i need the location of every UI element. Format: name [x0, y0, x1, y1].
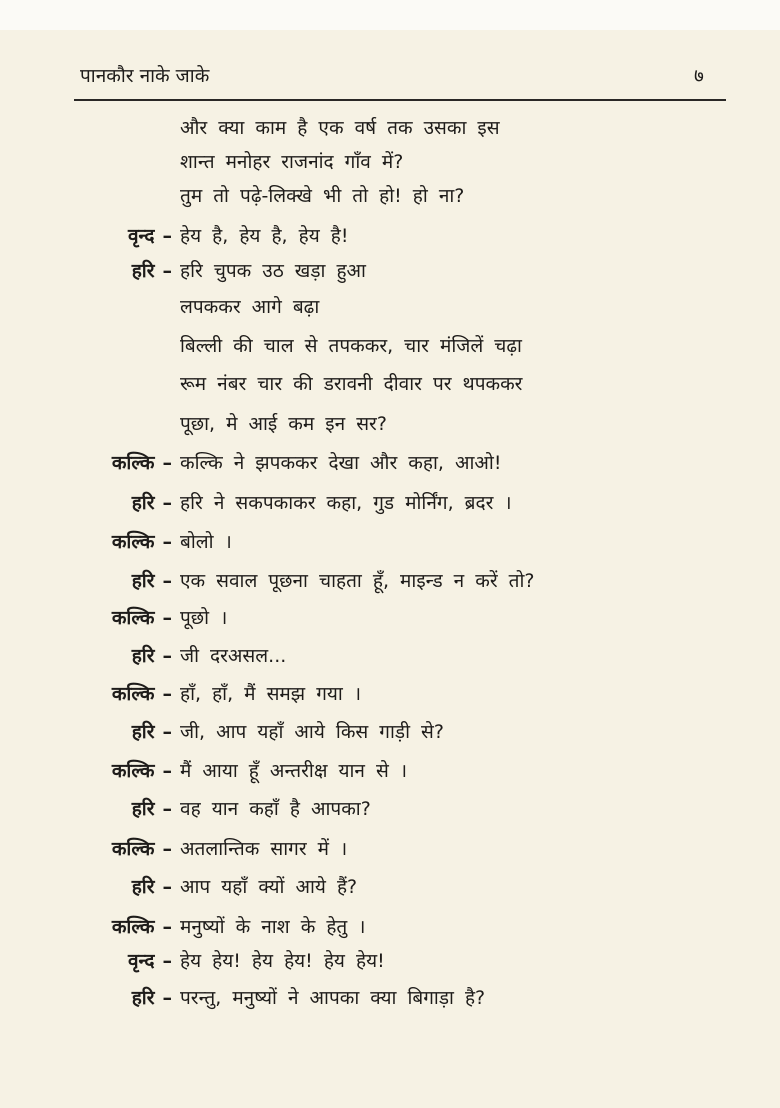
speaker-name: हरि — [131, 987, 155, 1009]
speaker-name: हरि — [131, 492, 155, 514]
continuation-line — [0, 406, 780, 440]
speaker-name: हरि — [131, 645, 155, 667]
speaker-name: कल्कि — [111, 838, 155, 860]
speaker-dash: – — [162, 531, 172, 553]
page-edge — [0, 0, 780, 30]
speaker-label — [0, 489, 180, 515]
line-text: परन्तु, मनुष्यों ने आपका क्या बिगाड़ा है? — [180, 987, 486, 1009]
line-text: अतलान्तिक सागर में । — [180, 838, 348, 860]
line-text: जी, आप यहाँ आये किस गाड़ी से? — [180, 721, 444, 743]
dialogue-line — [0, 600, 780, 634]
header-rule — [74, 99, 726, 101]
speaker-name: कल्कि — [111, 760, 155, 782]
speaker-name: कल्कि — [111, 683, 155, 705]
speaker-label — [0, 567, 180, 593]
speaker-name: हरि — [131, 570, 155, 592]
speaker-label — [0, 680, 180, 706]
speaker-dash: – — [162, 876, 172, 898]
line-text: हरि ने सकपकाकर कहा, गुड मोर्निंग, ब्रदर । — [180, 492, 512, 514]
speaker-dash: – — [162, 760, 172, 782]
continuation-line — [0, 289, 780, 323]
dialogue-line — [0, 791, 780, 825]
line-text: हेय है, हेय है, हेय है! — [180, 225, 349, 247]
dialogue-line — [0, 676, 780, 710]
continuation-line — [0, 144, 780, 178]
speaker-label — [0, 257, 180, 283]
line-text: एक सवाल पूछना चाहता हूँ, माइन्ड न करें तो? — [180, 570, 535, 592]
line-text: बोलो । — [180, 531, 232, 553]
line-text: बिल्ली की चाल से तपककर, चार मंजिलें चढ़ा — [180, 335, 522, 357]
dialogue-line — [0, 869, 780, 903]
line-text: हेय हेय! हेय हेय! हेय हेय! — [180, 950, 385, 972]
speaker-dash: – — [162, 798, 172, 820]
dialogue-line — [0, 253, 780, 287]
speaker-label — [0, 718, 180, 744]
dialogue-line — [0, 524, 780, 558]
speaker-label — [0, 222, 180, 248]
dialogue-line — [0, 485, 780, 519]
speaker-label — [0, 984, 180, 1010]
speaker-label — [0, 449, 180, 475]
line-text: शान्त मनोहर राजनांद गाँव में? — [180, 151, 404, 173]
dialogue-line — [0, 831, 780, 865]
speaker-dash: – — [162, 838, 172, 860]
line-text: हाँ, हाँ, मैं समझ गया । — [180, 683, 362, 705]
dialogue-line — [0, 638, 780, 672]
speaker-dash: – — [162, 987, 172, 1009]
line-text: पूछा, मे आई कम इन सर? — [180, 413, 387, 435]
speaker-dash: – — [162, 492, 172, 514]
line-text: कल्कि ने झपककर देखा और कहा, आओ! — [180, 452, 502, 474]
continuation-line — [0, 328, 780, 362]
speaker-name: हरि — [131, 721, 155, 743]
speaker-dash: – — [162, 570, 172, 592]
speaker-label — [0, 795, 180, 821]
continuation-line — [0, 366, 780, 400]
line-text: हरि चुपक उठ खड़ा हुआ — [180, 260, 366, 282]
speaker-dash: – — [162, 607, 172, 629]
running-header-title: पानकौर नाके जाके — [80, 65, 210, 87]
dialogue-line — [0, 909, 780, 943]
speaker-name: हरि — [131, 876, 155, 898]
line-text: जी दरअसल... — [180, 645, 287, 667]
speaker-name: कल्कि — [111, 452, 155, 474]
speaker-name: हरि — [131, 260, 155, 282]
speaker-dash: – — [162, 721, 172, 743]
speaker-label — [0, 757, 180, 783]
dialogue-line — [0, 563, 780, 597]
speaker-name: कल्कि — [111, 607, 155, 629]
dialogue-line — [0, 218, 780, 252]
line-text: मनुष्यों के नाश के हेतु । — [180, 916, 366, 938]
speaker-name: हरि — [131, 798, 155, 820]
line-text: और क्या काम है एक वर्ष तक उसका इस — [180, 117, 500, 139]
speaker-name: कल्कि — [111, 531, 155, 553]
dialogue-line — [0, 445, 780, 479]
continuation-line — [0, 110, 780, 144]
dialogue-line — [0, 943, 780, 977]
line-text: लपककर आगे बढ़ा — [180, 296, 320, 318]
line-text: रूम नंबर चार की डरावनी दीवार पर थपककर — [180, 373, 523, 395]
speaker-label — [0, 913, 180, 939]
speaker-name: वृन्द — [127, 950, 155, 972]
speaker-label — [0, 528, 180, 554]
speaker-dash: – — [162, 916, 172, 938]
line-text: आप यहाँ क्यों आये हैं? — [180, 876, 358, 898]
speaker-label — [0, 604, 180, 630]
speaker-label — [0, 947, 180, 973]
line-text: तुम तो पढ़े-लिक्खे भी तो हो! हो ना? — [180, 185, 465, 207]
speaker-dash: – — [162, 225, 172, 247]
line-text: वह यान कहाँ है आपका? — [180, 798, 371, 820]
continuation-line — [0, 178, 780, 212]
line-text: पूछो । — [180, 607, 228, 629]
dialogue-line — [0, 714, 780, 748]
speaker-dash: – — [162, 645, 172, 667]
speaker-dash: – — [162, 452, 172, 474]
line-text: मैं आया हूँ अन्तरीक्ष यान से । — [180, 760, 408, 782]
speaker-dash: – — [162, 683, 172, 705]
speaker-name: कल्कि — [111, 916, 155, 938]
speaker-label — [0, 642, 180, 668]
speaker-label — [0, 835, 180, 861]
speaker-name: वृन्द — [127, 225, 155, 247]
dialogue-line — [0, 980, 780, 1014]
dialogue-line — [0, 753, 780, 787]
page-number: ७ — [694, 65, 704, 87]
speaker-dash: – — [162, 950, 172, 972]
speaker-label — [0, 873, 180, 899]
speaker-dash: – — [162, 260, 172, 282]
